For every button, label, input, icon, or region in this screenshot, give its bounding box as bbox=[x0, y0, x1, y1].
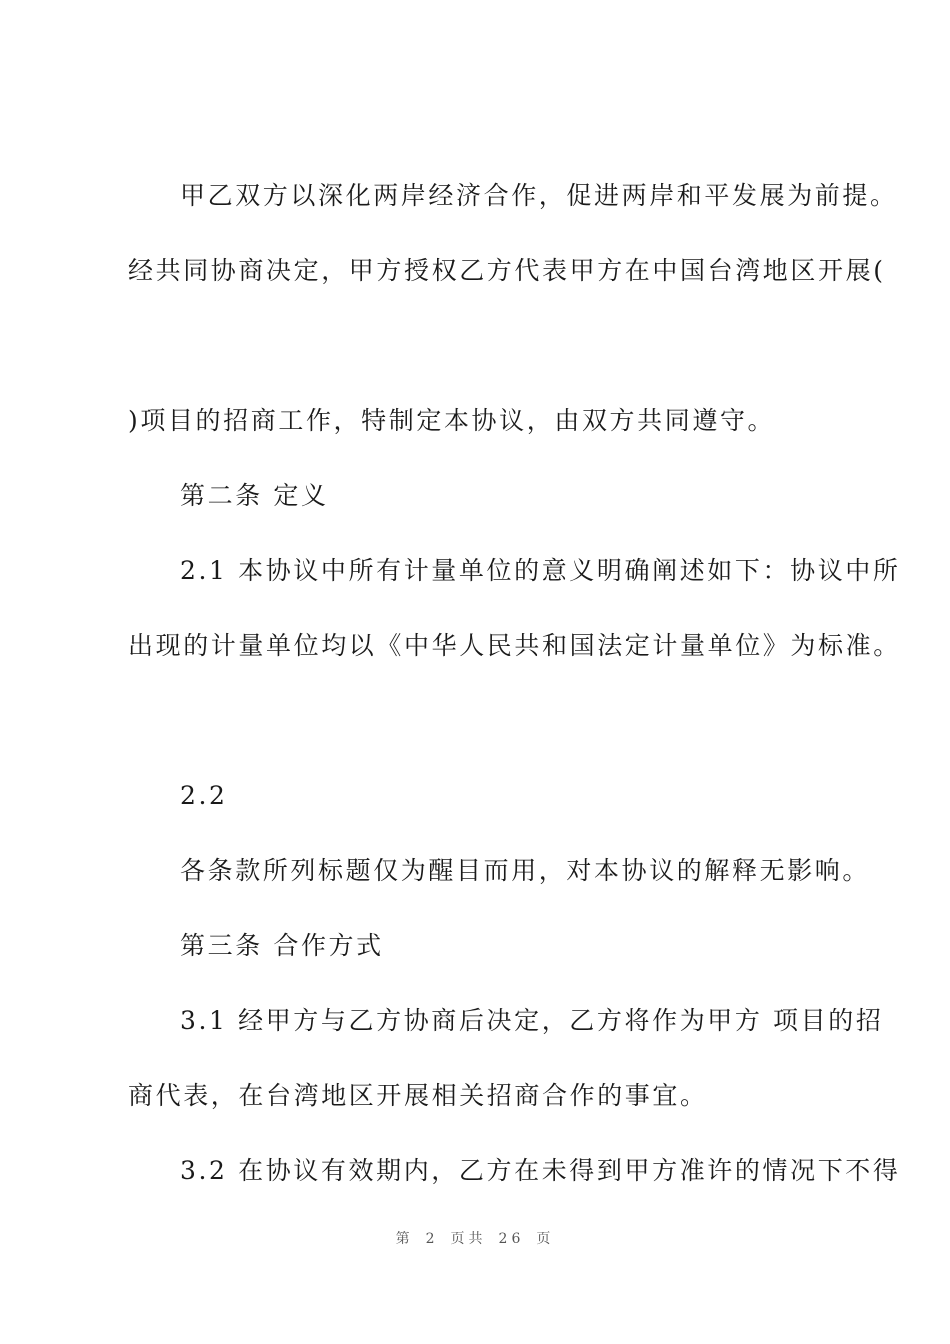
paragraph-line: 3.2 在协议有效期内，乙方在未得到甲方准许的情况下不得 bbox=[180, 1156, 901, 1185]
paragraph-line: 经共同协商决定，甲方授权乙方代表甲方在中国台湾地区开展( bbox=[128, 256, 886, 285]
clause-number: 2.2 bbox=[180, 781, 228, 810]
paragraph-line: 商代表，在台湾地区开展相关招商合作的事宜。 bbox=[128, 1081, 708, 1110]
paragraph-line: 2.1 本协议中所有计量单位的意义明确阐述如下：协议中所 bbox=[180, 556, 901, 585]
footer-prefix: 第 bbox=[395, 1231, 414, 1247]
paragraph-line: 各条款所列标题仅为醒目而用，对本协议的解释无影响。 bbox=[180, 856, 871, 885]
footer-total-pages: 26 bbox=[498, 1231, 525, 1247]
footer-suffix: 页 bbox=[536, 1231, 555, 1247]
paragraph-line: 3.1 经甲方与乙方协商后决定，乙方将作为甲方 项目的招 bbox=[180, 1006, 884, 1035]
paragraph-line: 出现的计量单位均以《中华人民共和国法定计量单位》为标准。 bbox=[128, 631, 901, 660]
footer-current-page: 2 bbox=[425, 1231, 439, 1247]
section-heading: 第二条 定义 bbox=[180, 481, 329, 510]
footer-middle: 页共 bbox=[450, 1231, 487, 1247]
paragraph-line: )项目的招商工作，特制定本协议，由双方共同遵守。 bbox=[128, 406, 776, 435]
section-heading: 第三条 合作方式 bbox=[180, 931, 384, 960]
paragraph-line: 甲乙双方以深化两岸经济合作，促进两岸和平发展为前提。 bbox=[180, 181, 898, 210]
page-footer bbox=[0, 1228, 950, 1248]
